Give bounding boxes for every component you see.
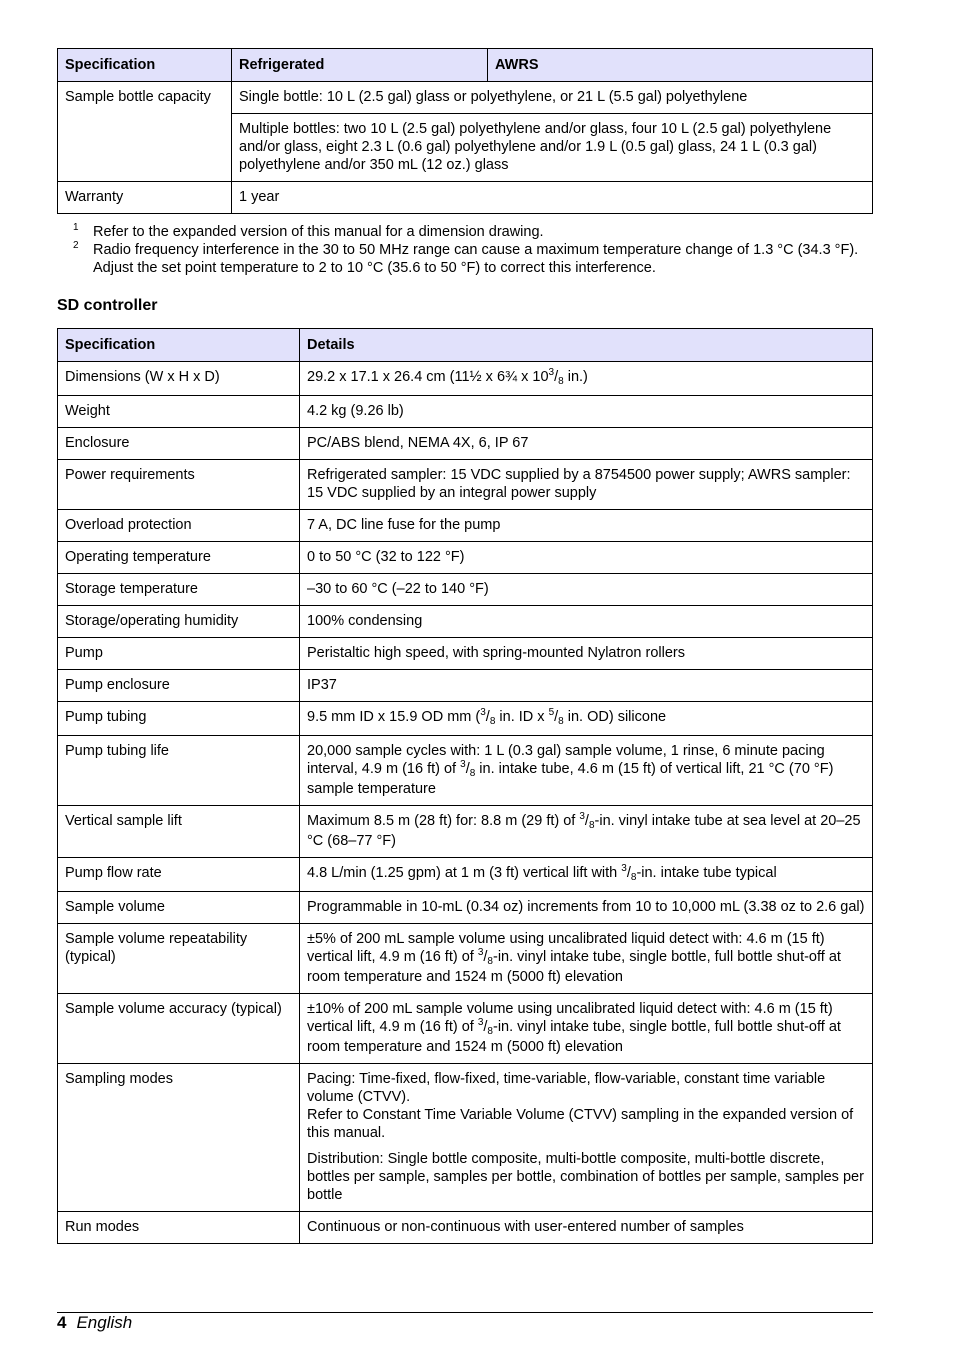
table-row <box>58 670 873 702</box>
footnote <box>57 241 873 277</box>
row-value: ±10% of 200 mL sample volume using uncalibrated liquid detect with: 4.6 m (15 ft) vertical lift, 4.9 m (16 ft) of $^3/_8-in$. vinyl intake tube, single bottle, full bottle shut-off at room temperature and 1524 m (5000 ft) elevation <box>300 994 873 1064</box>
text-part: ±5% of 200 mL sample volume using uncalibrated liquid detect with: 4.6 m (15 ft) vertical lift, 4.9 m (16 ft) of <box>307 931 825 965</box>
row-label: Vertical sample lift <box>58 806 300 858</box>
text-part: ±10% of 200 mL sample volume using uncalibrated liquid detect with: 4.6 m (15 ft) vertical lift, 4.9 m (16 ft) of <box>307 1001 833 1035</box>
row-value: 29.2 x 17.1 x 26.4 cm (11½ x 6¾ x $10^3/_8$ in.) <box>300 362 873 396</box>
footnote-number: 1 <box>73 222 79 233</box>
table-row <box>58 182 873 214</box>
row-label: Pump <box>58 638 300 670</box>
fraction-denominator: 8 <box>588 820 595 831</box>
header-specification: Specification <box>58 49 232 82</box>
text-part: 4.8 L/min (1.25 gpm) at 1 m (3 ft) vertical lift with <box>307 865 622 881</box>
fraction-numerator: 3 <box>477 1017 484 1028</box>
text-part: in. intake tube, 4.6 m (15 ft) of vertical lift, 21 °C (70 °F) sample temperature <box>307 761 834 797</box>
table-row <box>58 606 873 638</box>
sd-controller-spec-table <box>57 328 873 1244</box>
table-row <box>58 362 873 396</box>
table-row <box>58 542 873 574</box>
row-value: 7 A, DC line fuse for the pump <box>300 510 873 542</box>
row-label: Operating temperature <box>58 542 300 574</box>
row-value: 100% condensing <box>300 606 873 638</box>
fraction-denominator: 8 <box>469 768 476 779</box>
table-row <box>58 702 873 736</box>
footnote-text: Refer to the expanded version of this manual for a dimension drawing. <box>93 224 544 240</box>
fraction-numerator: 3 <box>460 759 466 770</box>
row-value: ±5% of 200 mL sample volume using uncalibrated liquid detect with: 4.6 m (15 ft) vertical lift, 4.9 m (16 ft) of $^3/_8-in$. vinyl intake tube, single bottle, full bottle shut-off at room temperature and 1524 m (5000 ft) elevation <box>300 924 873 994</box>
capacity-label: Sample bottle capacity <box>58 82 232 182</box>
row-label: Sample volume accuracy (typical) <box>58 994 300 1064</box>
text-part: 9.5 mm ID x 15.9 OD mm ( <box>307 709 481 725</box>
table-row <box>58 892 873 924</box>
refer-text: Refer to Constant Time Variable Volume (CTVV) sampling in the expanded version of this manual. <box>307 1107 854 1141</box>
row-label: Power requirements <box>58 460 300 510</box>
row-value: –30 to 60 °C (–22 to 140 °F) <box>300 574 873 606</box>
fraction-denominator: 8 <box>489 716 496 727</box>
row-label: Sample volume repeatability (typical) <box>58 924 300 994</box>
table-row <box>58 428 873 460</box>
row-value: IP37 <box>300 670 873 702</box>
row-label: Weight <box>58 396 300 428</box>
row-label: Sampling modes <box>58 1064 300 1212</box>
row-label: Overload protection <box>58 510 300 542</box>
table-header-row <box>58 329 873 362</box>
table-row <box>58 82 873 114</box>
text-part: 29.2 x 17.1 x 26.4 cm (11½ x 6¾ x 10 <box>307 369 549 385</box>
fraction-denominator: 8 <box>487 1026 493 1037</box>
fraction-numerator: 5 <box>548 707 555 718</box>
fraction-numerator: 3 <box>477 947 484 958</box>
row-label: Storage temperature <box>58 574 300 606</box>
fraction-denominator: 8 <box>487 956 493 967</box>
text-part: -in. vinyl intake tube at sea level at 20–25 °C (68–77 °F) <box>307 813 861 849</box>
row-value: 4.2 kg (9.26 lb) <box>300 396 873 428</box>
table-row <box>58 1212 873 1244</box>
fraction-numerator: 3 <box>579 811 585 822</box>
fraction-numerator: 3 <box>548 367 555 378</box>
page-content <box>57 48 873 1244</box>
row-value: Peristaltic high speed, with spring-mounted Nylatron rollers <box>300 638 873 670</box>
row-value: Maximum 8.5 m (28 ft) for: 8.8 m (29 ft) of $^3/_8-in$. vinyl intake tube at sea level at 20–25 °C (68–77 °F) <box>300 806 873 858</box>
footnotes <box>57 223 873 277</box>
footnote-number: 2 <box>73 240 79 251</box>
table-row <box>58 924 873 994</box>
row-value: 20,000 sample cycles with: 1 L (0.3 gal) sample volume, 1 rinse, 6 minute pacing interval, 4.9 m (16 ft) of $^3/_8$ in. intake tube, 4.6 m (15 ft) of vertical lift, 21 °C (70 °F) sample temperature <box>300 736 873 806</box>
row-label: Pump flow rate <box>58 858 300 892</box>
header-details: Details <box>300 329 873 362</box>
fraction-denominator: 8 <box>558 376 564 387</box>
text-part: -in. intake tube typical <box>636 865 777 881</box>
capacity-multiple: Multiple bottles: two 10 L (2.5 gal) polyethylene and/or glass, four 10 L (2.5 gal) polyethylene and/or glass, eight 2.3 L (0.6 gal) polyethylene and/or 1.9 L (0.5 gal) glass, 24 1 L (0.3 gal) polyethylene and/or 350 mL (12 oz.) glass <box>232 114 873 182</box>
text-part: in.) <box>563 369 588 385</box>
text-part: 20,000 sample cycles with: 1 L (0.3 gal) sample volume, 1 rinse, 6 minute pacing interval, 4.9 m (16 ft) of <box>307 743 825 777</box>
row-value: PC/ABS blend, NEMA 4X, 6, IP 67 <box>300 428 873 460</box>
row-value <box>300 1064 873 1212</box>
table-row <box>58 574 873 606</box>
table-row <box>58 858 873 892</box>
table-row <box>58 638 873 670</box>
table-row <box>58 806 873 858</box>
fraction-numerator: 3 <box>480 707 486 718</box>
row-value: Refrigerated sampler: 15 VDC supplied by a 8754500 power supply; AWRS sampler: 15 VDC supplied by an integral power supply <box>300 460 873 510</box>
row-value: 0 to 50 °C (32 to 122 °F) <box>300 542 873 574</box>
text-part: in. ID x <box>495 709 549 725</box>
footer-language: English <box>76 1313 133 1332</box>
warranty-value: 1 year <box>232 182 873 214</box>
text-part: -in. vinyl intake tube, single bottle, full bottle shut-off at room temperature and 1524 m (5000 ft) elevation <box>307 1019 841 1055</box>
sampler-spec-table <box>57 48 873 214</box>
row-label: Storage/operating humidity <box>58 606 300 638</box>
row-value: Continuous or non-continuous with user-entered number of samples <box>300 1212 873 1244</box>
table-header-row <box>58 49 873 82</box>
table-row <box>58 994 873 1064</box>
footnote-text: Radio frequency interference in the 30 to 50 MHz range can cause a maximum temperature change of 1.3 °C (34.3 °F). Adjust the set point temperature to 2 to 10 °C (35.6 to 50 °F) to correct this interference. <box>93 242 859 276</box>
footnote <box>57 223 873 241</box>
header-specification: Specification <box>58 329 300 362</box>
page-number: 4 <box>57 1313 67 1332</box>
row-label: Pump tubing life <box>58 736 300 806</box>
table-row <box>58 736 873 806</box>
row-label: Sample volume <box>58 892 300 924</box>
text-part: Maximum 8.5 m (28 ft) for: 8.8 m (29 ft) of <box>307 813 580 829</box>
section-title: SD controller <box>57 297 158 314</box>
page-footer <box>57 1312 873 1333</box>
table-row <box>58 460 873 510</box>
row-label: Run modes <box>58 1212 300 1244</box>
text-part: -in. vinyl intake tube, single bottle, full bottle shut-off at room temperature and 1524 m (5000 ft) elevation <box>307 949 841 985</box>
header-awrs: AWRS <box>488 49 873 82</box>
pacing-text: Pacing: Time-fixed, flow-fixed, time-variable, flow-variable, constant time variable volume (CTVV). <box>307 1071 826 1105</box>
row-label: Enclosure <box>58 428 300 460</box>
row-label: Pump enclosure <box>58 670 300 702</box>
fraction-denominator: 8 <box>558 716 564 727</box>
row-label: Pump tubing <box>58 702 300 736</box>
capacity-single: Single bottle: 10 L (2.5 gal) glass or polyethylene, or 21 L (5.5 gal) polyethylene <box>232 82 873 114</box>
text-part: in. OD) silicone <box>563 709 667 725</box>
warranty-label: Warranty <box>58 182 232 214</box>
fraction-numerator: 3 <box>621 863 627 874</box>
table-row <box>58 1064 873 1212</box>
row-value: 4.8 L/min (1.25 gpm) at 1 m (3 ft) vertical lift with $^3/_8-in$. intake tube typical <box>300 858 873 892</box>
row-label: Dimensions (W x H x D) <box>58 362 300 396</box>
distribution-text: Distribution: Single bottle composite, multi-bottle composite, multi-bottle discrete, bottles per sample, samples per bottle, combination of bottles per sample, samples per bottle <box>307 1151 864 1203</box>
table-row <box>58 396 873 428</box>
fraction-denominator: 8 <box>630 872 637 883</box>
row-value: 9.5 mm ID x 15.9 OD mm ($^3/_8$ in. ID x $^5/_8$ in. OD) silicone <box>300 702 873 736</box>
table-row <box>58 510 873 542</box>
header-refrigerated: Refrigerated <box>232 49 488 82</box>
row-value: Programmable in 10-mL (0.34 oz) increments from 10 to 10,000 mL (3.38 oz to 2.6 gal) <box>300 892 873 924</box>
